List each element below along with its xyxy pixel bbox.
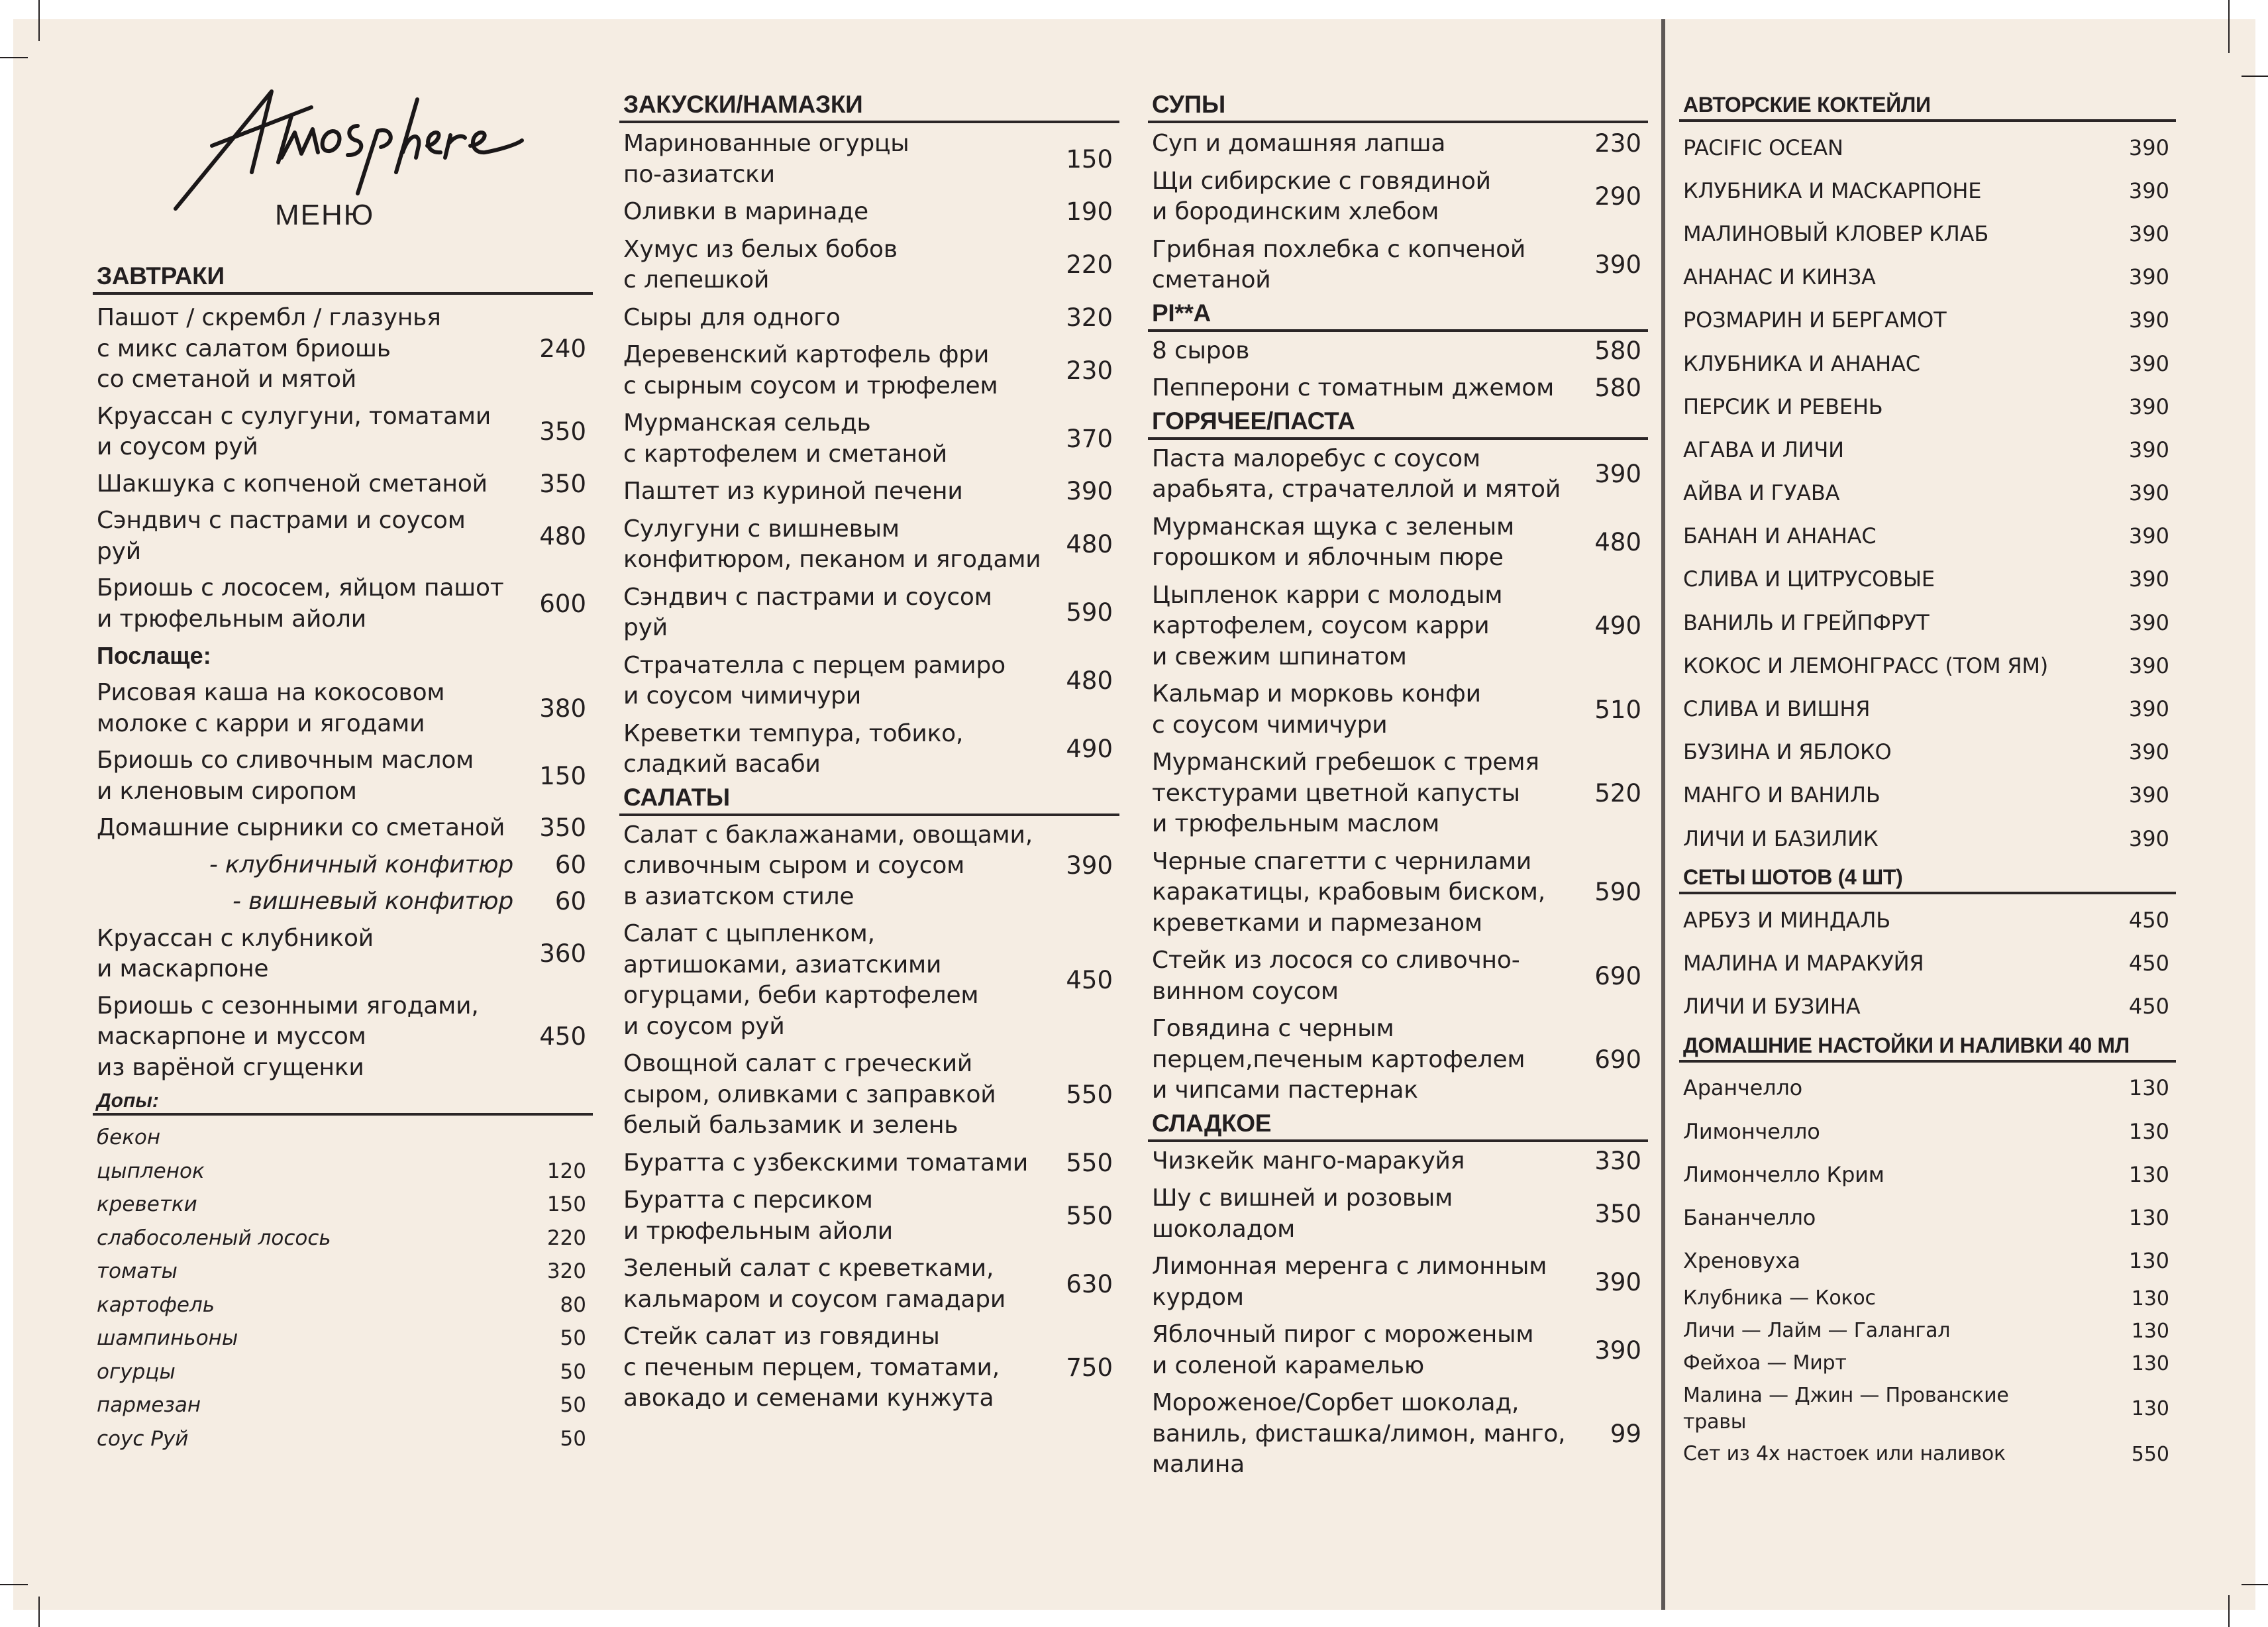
item-price: 390 — [2128, 653, 2169, 678]
menu-item — [1679, 1110, 2176, 1153]
crop-mark — [2228, 0, 2230, 53]
menu-item — [1679, 169, 2176, 212]
item-name: Мурманский гребешок с тремя текстурами цветной капусты и трюфельным маслом — [1152, 749, 1539, 837]
item-name: АЙВА И ГУАВА — [1683, 480, 1840, 506]
menu-item — [1679, 1239, 2176, 1283]
menu-item — [619, 476, 1119, 507]
item-name: Стейк салат из говядины с печеным перцем, томатами, авокадо и семенами кунжута — [623, 1323, 1000, 1412]
item-price: 390 — [2128, 609, 2169, 635]
crop-mark — [2242, 76, 2268, 77]
menu-item — [93, 1222, 593, 1255]
item-price: 750 — [1066, 1353, 1113, 1382]
item-price: 450 — [1066, 966, 1113, 994]
item-name: Суп и домашняя лапша — [1152, 130, 1446, 157]
item-name: Цыпленок карри с молодым картофелем, соусом карри и свежим шпинатом — [1152, 581, 1503, 670]
menu-item — [1148, 373, 1648, 404]
item-name: Пепперони с томатным джемом — [1152, 374, 1555, 401]
item-price: 550 — [1066, 1080, 1113, 1109]
menu-item — [1148, 512, 1648, 574]
menu-item — [619, 129, 1119, 190]
item-price: 390 — [1594, 250, 1641, 279]
section-title-starters: ЗАКУСКИ/НАМАЗКИ — [619, 90, 1119, 123]
item-price: 50 — [560, 1359, 586, 1384]
menu-item — [1148, 1183, 1648, 1245]
item-name: РОЗМАРИН И БЕРГАМОТ — [1683, 307, 1947, 333]
item-name: БАНАН И АНАНАС — [1683, 523, 1877, 549]
item-price: 390 — [2128, 437, 2169, 462]
crop-mark — [2242, 1584, 2268, 1585]
item-price: 50 — [560, 1426, 586, 1451]
item-price: 520 — [1594, 778, 1641, 808]
menu-item — [1679, 428, 2176, 471]
subsection-title-sweet: Послаще: — [97, 642, 211, 669]
menu-item — [1148, 1146, 1648, 1177]
menu-item — [1679, 299, 2176, 342]
column-soups-hot-desserts — [1148, 90, 1648, 1487]
item-price: 130 — [2128, 1248, 2169, 1274]
item-price: 220 — [546, 1226, 586, 1250]
atmosphere-logo — [159, 79, 530, 219]
item-name: Пашот / скрембл / глазунья с микс салатом бриошь со сметаной и мятой — [97, 304, 441, 393]
item-price: 690 — [1594, 961, 1641, 990]
item-price: 390 — [1594, 460, 1641, 488]
menu-item — [1679, 1067, 2176, 1110]
item-price: 350 — [539, 417, 586, 446]
item-name: МАЛИНА И МАРАКУЙЯ — [1683, 950, 1924, 976]
item-price: 230 — [1594, 129, 1641, 158]
menu-item — [619, 235, 1119, 296]
item-name: - вишневый конфитюр — [232, 888, 513, 915]
item-name: Бриошь с лососем, яйцом пашот и трюфельным айоли — [97, 574, 504, 633]
section-title-extras: Допы: — [93, 1089, 593, 1116]
item-name: Малина — Джин — Прованские травы — [1683, 1383, 2009, 1434]
item-price: 120 — [546, 1159, 586, 1183]
item-price: 330 — [1594, 1146, 1641, 1175]
item-name: картофель — [97, 1292, 215, 1317]
item-name: Лимончелло — [1683, 1118, 1820, 1144]
menu-item — [1148, 1320, 1648, 1381]
menu-item — [93, 1188, 593, 1222]
item-price: 390 — [2128, 307, 2169, 333]
menu-item — [619, 197, 1119, 228]
item-name: БУЗИНА И ЯБЛОКО — [1683, 739, 1892, 765]
item-name: Страчателла с перцем рамиро и соусом чимичури — [623, 651, 1005, 709]
menu-item — [1679, 687, 2176, 730]
item-price: 390 — [2128, 134, 2169, 160]
column-drinks — [1679, 91, 2176, 1471]
item-name: ЛИЧИ И БУЗИНА — [1683, 994, 1861, 1020]
menu-item — [1679, 212, 2176, 255]
menu-item — [1679, 1347, 2176, 1380]
menu-item — [619, 651, 1119, 712]
item-price: 590 — [1594, 878, 1641, 907]
item-price: 580 — [1594, 374, 1641, 403]
item-price: 130 — [2131, 1286, 2169, 1310]
item-name: Лимончелло Крим — [1683, 1161, 1884, 1187]
item-name: бекон — [97, 1126, 161, 1150]
item-name: Овощной салат с греческий сыром, оливками с заправкой белый бальзамик и зелень — [623, 1050, 996, 1139]
column-starters-salads — [619, 90, 1119, 1421]
menu-item — [1148, 580, 1648, 673]
item-name: Оливки в маринаде — [623, 198, 868, 225]
column-breakfast — [93, 262, 593, 1455]
item-name: Клубника — Кокос — [1683, 1286, 1876, 1310]
item-name: Шу с вишней и розовым шоколадом — [1152, 1184, 1453, 1243]
item-name: пармезан — [97, 1393, 201, 1418]
item-price: 350 — [539, 469, 586, 498]
item-name: Деревенский картофель фри с сырным соусом и трюфелем — [623, 341, 998, 399]
menu-item — [1679, 817, 2176, 860]
item-name: Фейхоа — Мирт — [1683, 1351, 1847, 1375]
item-price: 390 — [2128, 480, 2169, 506]
menu-item — [1679, 941, 2176, 984]
menu-item — [619, 919, 1119, 1042]
item-name: Сыры для одного — [623, 303, 841, 331]
item-price: 390 — [2128, 178, 2169, 203]
item-price: 60 — [554, 887, 586, 916]
item-price: 390 — [1594, 1267, 1641, 1296]
menu-item — [1148, 945, 1648, 1007]
item-name: ЛИЧИ И БАЗИЛИК — [1683, 825, 1879, 851]
item-name: креветки — [97, 1192, 197, 1217]
menu-item — [1679, 731, 2176, 774]
menu-item — [93, 303, 593, 395]
item-price: 550 — [1066, 1148, 1113, 1177]
menu-item — [1148, 444, 1648, 505]
menu-item — [93, 1355, 593, 1389]
item-price: 390 — [1066, 477, 1113, 506]
menu-item — [1148, 847, 1648, 939]
menu-item — [619, 408, 1119, 470]
item-price: 50 — [560, 1393, 586, 1418]
menu-item — [619, 1322, 1119, 1414]
menu-item — [1679, 1153, 2176, 1196]
item-name: АНАНАС И КИНЗА — [1683, 264, 1876, 290]
menu-item — [1148, 747, 1648, 840]
menu-item — [619, 303, 1119, 334]
item-price: 130 — [2128, 1161, 2169, 1187]
item-name: КЛУБНИКА И АНАНАС — [1683, 350, 1920, 376]
section-title-hot: ГОРЯЧЕЕ/ПАСТА — [1148, 407, 1648, 440]
item-name: МАЛИНОВЫЙ КЛОВЕР КЛАБ — [1683, 221, 1989, 246]
menu-item — [1679, 558, 2176, 601]
item-price: 390 — [1594, 1336, 1641, 1365]
item-name: Шакшука с копченой сметаной — [97, 470, 488, 498]
item-price: 130 — [2131, 1351, 2169, 1375]
menu-item — [1148, 235, 1648, 296]
item-name: Сулугуни с вишневым конфитюром, пеканом и ягодами — [623, 515, 1041, 573]
item-name: Маринованные огурцы по-азиатски — [623, 130, 909, 188]
item-price: 350 — [1594, 1199, 1641, 1228]
item-name: 8 сыров — [1152, 337, 1250, 364]
item-price: 550 — [2131, 1442, 2169, 1466]
item-price: 240 — [539, 334, 586, 363]
item-name: МАНГО И ВАНИЛЬ — [1683, 782, 1881, 808]
item-name: Стейк из лосося со сливочно- винном соусом — [1152, 947, 1520, 1005]
item-name: Буратта с узбекскими томатами — [623, 1149, 1029, 1177]
menu-item — [1148, 1388, 1648, 1481]
item-price: 130 — [2128, 1204, 2169, 1230]
item-price: 130 — [2128, 1118, 2169, 1144]
item-name: АРБУЗ И МИНДАЛЬ — [1683, 907, 1890, 933]
item-name: Черные спагетти с чернилами каракатицы, крабовым биском, креветками и пармезаном — [1152, 847, 1545, 937]
menu-item — [1679, 898, 2176, 941]
item-name: Рисовая каша на кокосовом молоке с карри и ягодами — [97, 679, 445, 737]
item-price: 510 — [1594, 695, 1641, 724]
item-name: Чизкейк манго-маракуйя — [1152, 1147, 1465, 1175]
item-price: 450 — [539, 1022, 586, 1051]
menu-item — [1679, 472, 2176, 515]
item-name: цыпленок — [97, 1159, 205, 1183]
item-name: Бананчелло — [1683, 1204, 1816, 1230]
item-price: 130 — [2131, 1397, 2169, 1421]
item-price: 150 — [539, 761, 586, 790]
item-name: огурцы — [97, 1359, 176, 1384]
menu-item — [1679, 126, 2176, 169]
menu-item — [1679, 601, 2176, 644]
menu-item — [1148, 1014, 1648, 1106]
item-name: КЛУБНИКА И МАСКАРПОНЕ — [1683, 178, 1982, 203]
item-name: Салат с цыпленком, артишоками, азиатскими огурцами, беби картофелем и соусом руй — [623, 920, 979, 1040]
menu-item — [619, 340, 1119, 401]
menu-item — [619, 1148, 1119, 1179]
item-name: Паштет из куриной печени — [623, 478, 963, 505]
item-price: 230 — [1066, 356, 1113, 385]
section-title-pizza: PI**A — [1148, 299, 1648, 332]
item-price: 480 — [1066, 530, 1113, 558]
menu-item — [1679, 1438, 2176, 1471]
item-name: АГАВА И ЛИЧИ — [1683, 437, 1844, 462]
item-price: 600 — [539, 589, 586, 618]
item-price: 390 — [2128, 825, 2169, 851]
menu-item — [93, 573, 593, 635]
crop-mark — [0, 1584, 28, 1585]
item-price: 190 — [1066, 197, 1113, 227]
item-price: 480 — [1594, 528, 1641, 556]
item-price: 99 — [1610, 1419, 1641, 1448]
item-name: Лимонная меренга с лимонным курдом — [1152, 1253, 1547, 1311]
item-price: 150 — [546, 1192, 586, 1217]
item-price: 550 — [1066, 1201, 1113, 1230]
item-price: 690 — [1594, 1045, 1641, 1074]
menu-item — [1148, 336, 1648, 367]
menu-title: МЕНЮ — [275, 199, 375, 231]
item-price: 350 — [539, 814, 586, 843]
item-name: - клубничный конфитюр — [209, 851, 513, 878]
menu-item — [93, 923, 593, 985]
menu-item — [93, 813, 593, 844]
item-name: Сэндвич с пастрами и соусом руй — [97, 507, 466, 565]
item-name: Сэндвич с пастрами и соусом руй — [623, 583, 992, 641]
menu-item — [1679, 1380, 2176, 1438]
menu-item — [93, 1288, 593, 1322]
item-name: Круассан с сулугуни, томатами и соусом руй — [97, 402, 491, 460]
menu-item — [93, 886, 593, 918]
menu-item — [619, 820, 1119, 913]
section-title-desserts: СЛАДКОЕ — [1148, 1109, 1648, 1142]
item-name: Мороженое/Сорбет шоколад, ваниль, фисташка/лимон, манго, малина — [1152, 1389, 1566, 1478]
menu-item — [93, 1322, 593, 1355]
item-name: Мурманская щука с зеленым горошком и яблочным пюре — [1152, 513, 1514, 571]
item-price: 450 — [2128, 994, 2169, 1020]
item-name: Зеленый салат с креветками, кальмаром и соусом гамадари — [623, 1255, 1006, 1313]
menu-item — [619, 719, 1119, 780]
item-price: 80 — [560, 1292, 586, 1317]
menu-item — [93, 678, 593, 739]
menu-item — [93, 505, 593, 567]
item-price: 390 — [2128, 739, 2169, 765]
column-divider — [1661, 19, 1665, 1610]
menu-item — [93, 850, 593, 881]
menu-item — [1679, 342, 2176, 385]
item-price: 490 — [1066, 735, 1113, 763]
menu-item — [619, 1253, 1119, 1315]
section-title-shots: СЕТЫ ШОТОВ (4 ШТ) — [1679, 864, 2176, 894]
menu-item — [93, 1389, 593, 1422]
menu-item — [1679, 985, 2176, 1028]
menu-item — [619, 582, 1119, 644]
item-name: PACIFIC OCEAN — [1683, 134, 1843, 160]
section-title-cocktails: АВТОРСКИЕ КОКТЕЙЛИ — [1679, 91, 2176, 122]
item-name: Буратта с персиком и трюфельным айоли — [623, 1186, 893, 1245]
item-price: 390 — [2128, 264, 2169, 290]
section-title-soups: СУПЫ — [1148, 90, 1648, 123]
item-price: 50 — [560, 1326, 586, 1351]
item-name: Хумус из белых бобов с лепешкой — [623, 235, 898, 293]
menu-item — [619, 1185, 1119, 1247]
item-name: Креветки темпура, тобико, сладкий васаби — [623, 719, 964, 778]
menu-item — [93, 1121, 593, 1155]
item-name: Круассан с клубникой и маскарпоне — [97, 924, 374, 982]
menu-item — [1679, 515, 2176, 558]
item-price: 220 — [1066, 250, 1113, 279]
item-name: Салат с баклажанами, овощами, сливочным сыром и соусом в азиатском стиле — [623, 821, 1033, 910]
item-name: Бриошь с сезонными ягодами, маскарпоне и муссом из варёной сгущенки — [97, 992, 479, 1081]
item-name: СЛИВА И ЦИТРУСОВЫЕ — [1683, 566, 1935, 592]
item-name: шампиньоны — [97, 1326, 238, 1351]
item-name: ВАНИЛЬ И ГРЕЙПФРУТ — [1683, 609, 1930, 635]
menu-item — [93, 1422, 593, 1456]
menu-item — [93, 401, 593, 463]
menu-item — [1679, 1315, 2176, 1347]
crop-mark — [2228, 1595, 2230, 1627]
item-price: 380 — [539, 694, 586, 723]
section-title-liqueurs: ДОМАШНИЕ НАСТОЙКИ И НАЛИВКИ 40 МЛ — [1679, 1032, 2176, 1063]
item-name: Хреновуха — [1683, 1248, 1800, 1274]
menu-item — [1148, 1251, 1648, 1313]
item-price: 480 — [1066, 666, 1113, 695]
menu-item — [93, 991, 593, 1084]
item-price: 480 — [539, 521, 586, 551]
menu-item — [93, 745, 593, 807]
item-price: 60 — [554, 850, 586, 879]
item-price: 390 — [2128, 350, 2169, 376]
item-price: 390 — [2128, 221, 2169, 246]
item-price: 450 — [2128, 950, 2169, 976]
crop-mark — [38, 1597, 40, 1627]
menu-item — [619, 1049, 1119, 1141]
item-name: слабосоленый лосось — [97, 1226, 331, 1250]
item-price: 130 — [2131, 1319, 2169, 1343]
item-price: 390 — [2128, 782, 2169, 808]
item-price: 320 — [1066, 303, 1113, 332]
item-name: Аранчелло — [1683, 1075, 1803, 1101]
item-name: Сет из 4х настоек или наливок — [1683, 1442, 2006, 1466]
item-name: КОКОС И ЛЕМОНГРАСС (ТОМ ЯМ) — [1683, 653, 2049, 678]
item-price: 490 — [1594, 611, 1641, 641]
item-name: Паста малоребус с соусом арабьята, страчателлой и мятой — [1152, 445, 1561, 503]
item-price: 630 — [1066, 1269, 1113, 1298]
item-price: 580 — [1594, 336, 1641, 365]
crop-mark — [38, 0, 40, 41]
item-name: Яблочный пирог с мороженым и соленой карамелью — [1152, 1321, 1534, 1379]
menu-item — [1148, 129, 1648, 160]
item-name: Домашние сырники со сметаной — [97, 814, 505, 841]
section-title-breakfast: ЗАВТРАКИ — [93, 262, 593, 295]
menu-item — [1148, 679, 1648, 741]
item-name: СЛИВА И ВИШНЯ — [1683, 696, 1871, 722]
menu-item — [1679, 256, 2176, 299]
menu-item — [1679, 644, 2176, 687]
item-name: Бриошь со сливочным маслом и кленовым сиропом — [97, 747, 474, 805]
item-price: 450 — [2128, 907, 2169, 933]
item-name: соус Руй — [97, 1426, 189, 1451]
item-name: Личи — Лайм — Галангал — [1683, 1319, 1951, 1343]
menu-item — [1679, 385, 2176, 428]
menu-item — [93, 1255, 593, 1288]
menu-item — [93, 1155, 593, 1188]
item-name: Кальмар и морковь конфи с соусом чимичури — [1152, 680, 1481, 739]
item-name: Говядина с черным перцем,печеным картофелем и чипсами пастернак — [1152, 1015, 1525, 1104]
item-name: ПЕРСИК И РЕВЕНЬ — [1683, 394, 1883, 419]
item-price: 390 — [2128, 394, 2169, 419]
item-price: 390 — [1066, 851, 1113, 880]
item-name: Мурманская сельдь с картофелем и сметаной — [623, 409, 947, 468]
item-name: томаты — [97, 1259, 178, 1284]
section-title-salads: САЛАТЫ — [619, 783, 1119, 816]
menu-item — [1679, 1196, 2176, 1239]
item-price: 370 — [1066, 424, 1113, 453]
menu-item — [1679, 1283, 2176, 1315]
crop-mark — [0, 57, 28, 58]
item-price: 390 — [2128, 566, 2169, 592]
menu-item — [1679, 774, 2176, 817]
menu-item — [619, 514, 1119, 576]
item-price: 290 — [1594, 182, 1641, 211]
item-price: 390 — [2128, 523, 2169, 549]
menu-item — [93, 469, 593, 500]
item-price: 360 — [539, 939, 586, 968]
item-price: 390 — [2128, 696, 2169, 722]
item-name: Щи сибирские с говядиной и бородинским хлебом — [1152, 167, 1491, 225]
item-price: 590 — [1066, 598, 1113, 627]
item-price: 150 — [1066, 144, 1113, 174]
menu-item — [1148, 166, 1648, 228]
item-price: 130 — [2128, 1075, 2169, 1101]
item-name: Грибная похлебка с копченой сметаной — [1152, 235, 1526, 293]
item-price: 320 — [546, 1259, 586, 1284]
